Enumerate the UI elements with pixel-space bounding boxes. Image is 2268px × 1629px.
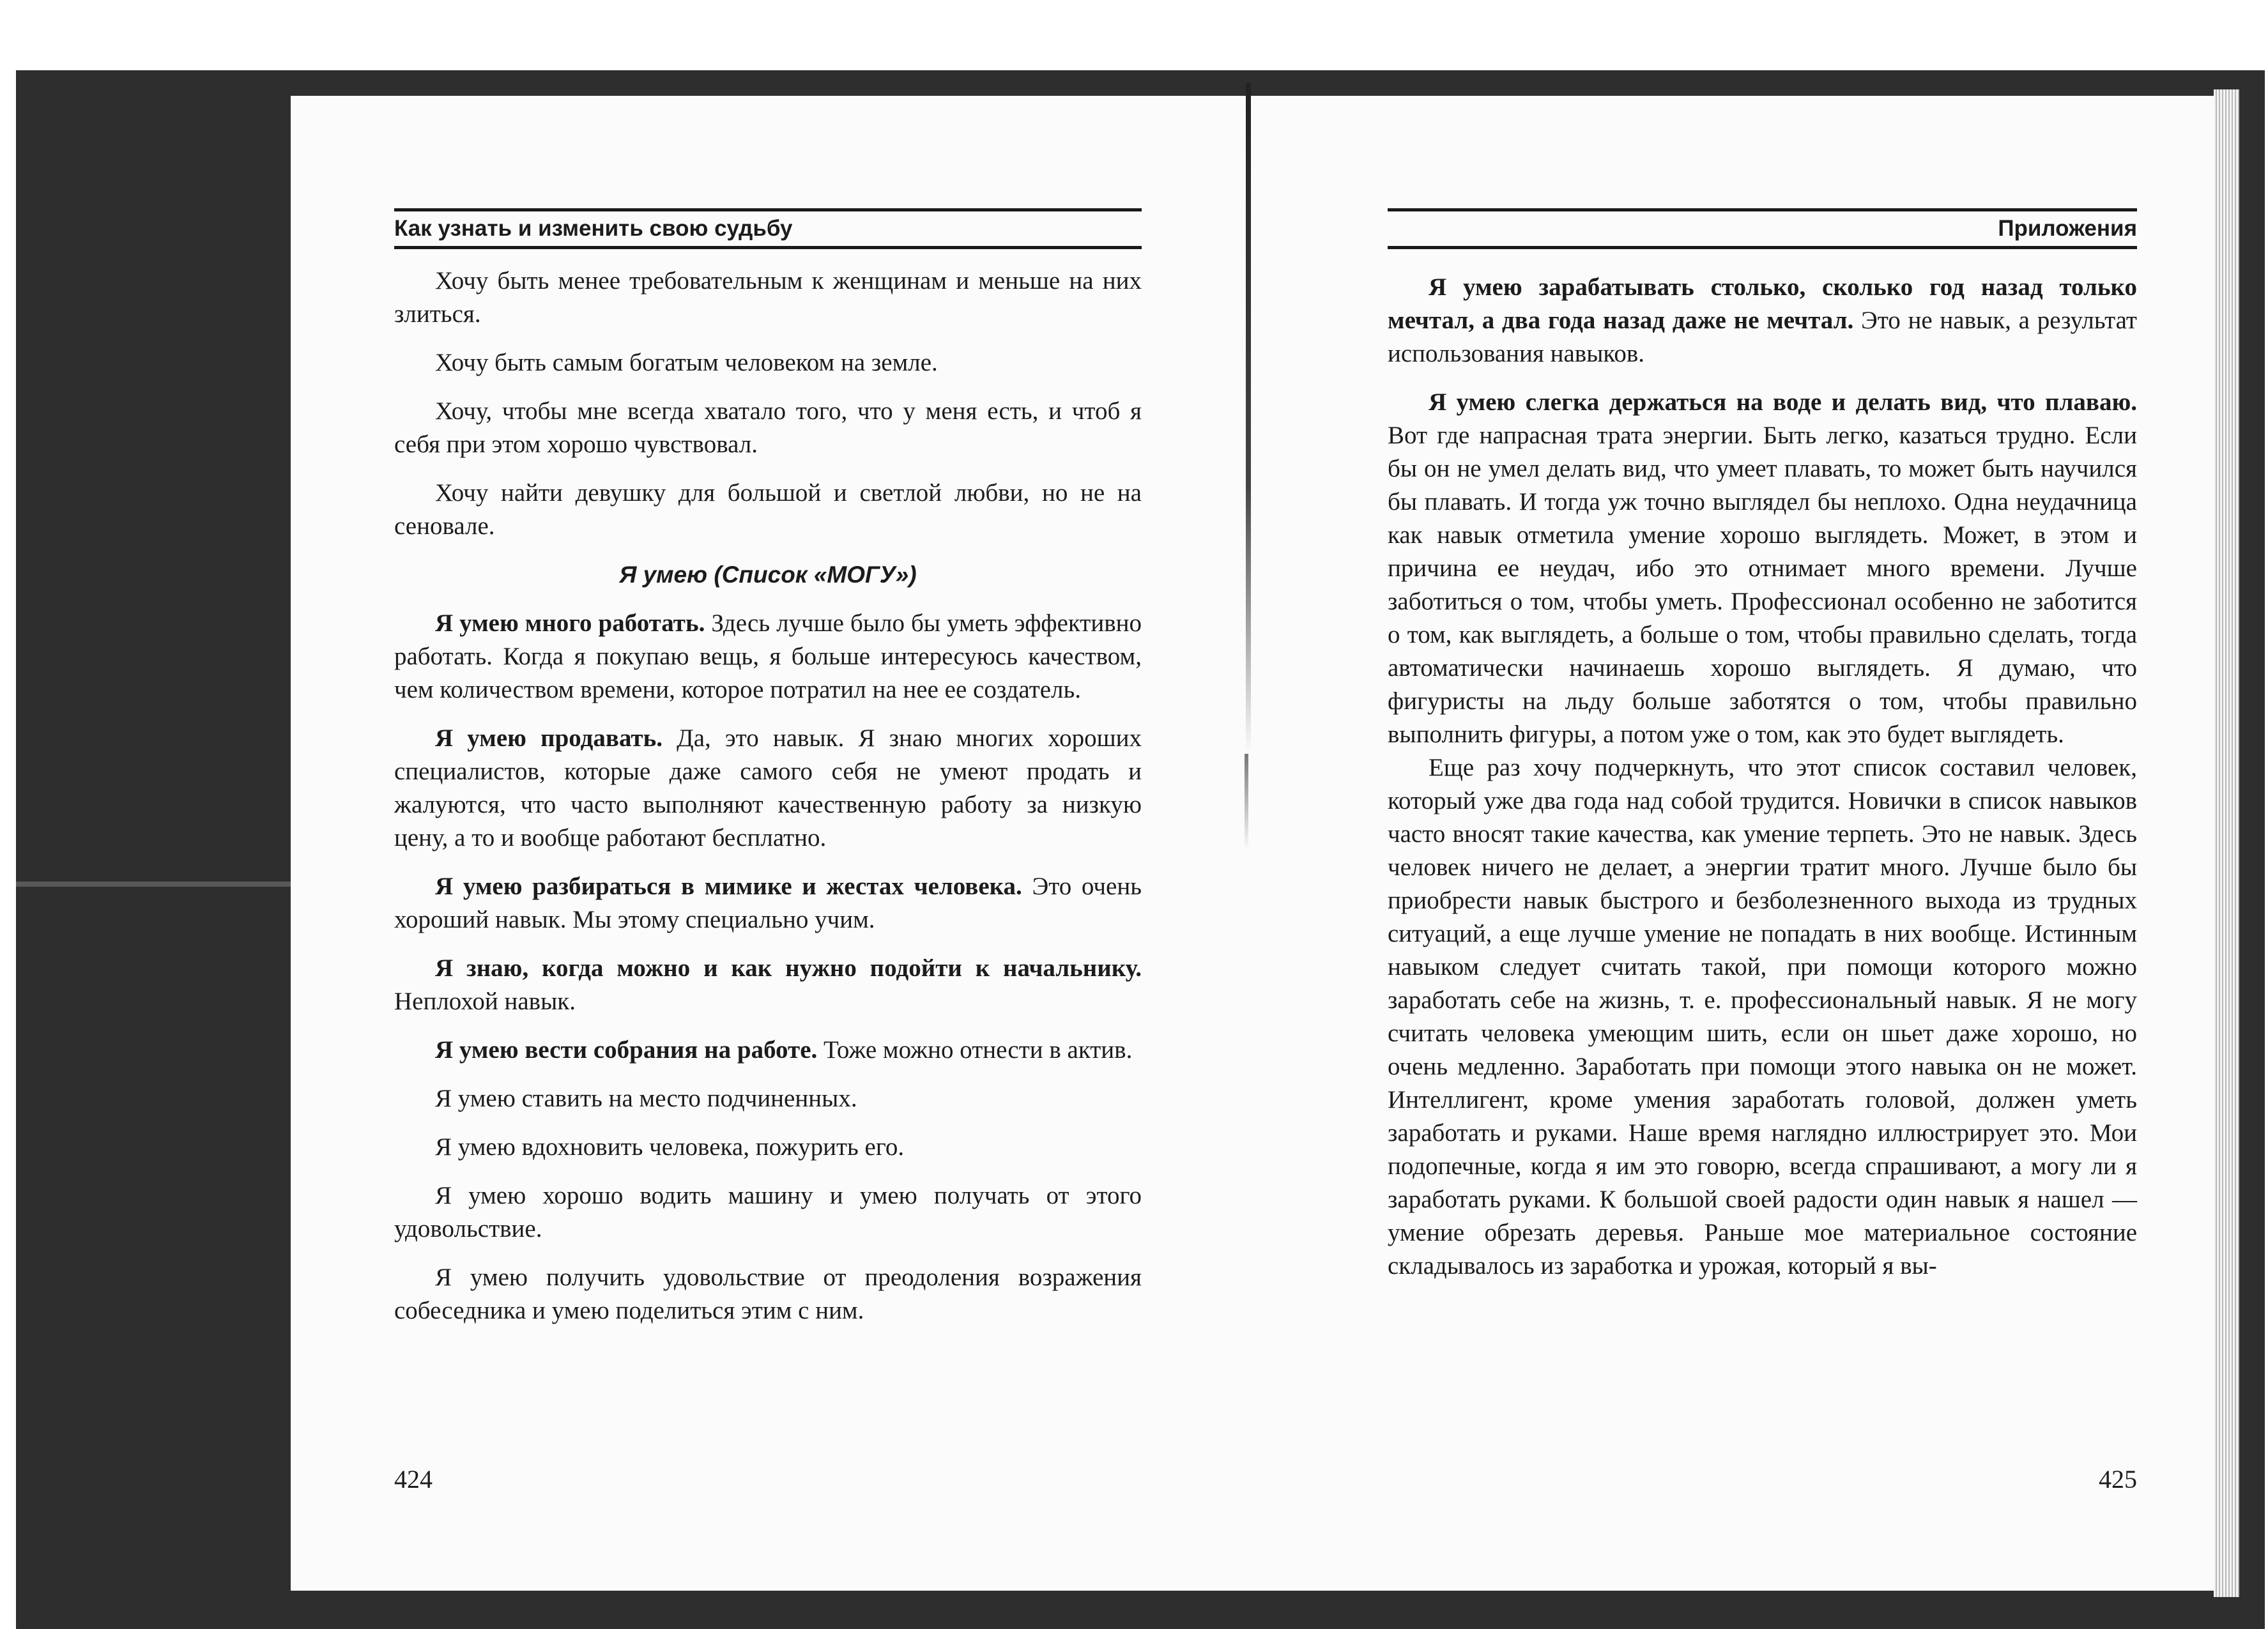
right-paragraph [1388,386,2137,751]
left-paragraph: Хочу быть менее требовательным к женщинам и меньше на них злиться. [394,267,1142,328]
skill-text: Это очень хороший навык. Мы этому специально учим. [394,873,1142,933]
skill-lead: Я умею слегка держаться на воде и делать вид, что плаваю. [1429,388,2137,416]
skill-lead: Я умею зарабатывать столько, сколько год назад только мечтал, а два года назад даже не мечтал. [1388,273,2137,334]
paragraph-text: Вот где напрасная трата энергии. Быть легко, казаться трудно. Если бы он не умел делать вид, что умеет плавать, то может быть научился бы плавать. И тогда уж точно выглядел бы неплохо. Одна неудачница как навык отметила умение хорошо выглядеть. Может, в этом и причина ее неудач, ибо это отнимает много времени. Лучше заботиться о том, чтобы уметь. Профессионал особенно не заботится о том, как выглядеть, а больше о том, чтобы правильно сделать, тогда автоматически начинаешь хорошо выглядеть. Я думаю, что фигуристы на льду больше заботятся о том, чтобы правильно выполнить фигуры, а потом уже о том, как это будет выглядеть. [1388,422,2137,748]
skill-paragraph [394,870,1142,937]
section-heading: Я умею (Список «МОГУ») [619,562,917,588]
left-paragraph: Хочу быть самым богатым человеком на земле. [435,349,938,376]
skill-lead: Я знаю, когда можно и как нужно подойти к начальнику. [435,954,1142,982]
skill-text: Я умею ставить на место подчиненных. [435,1085,857,1112]
skill-text: Здесь лучше было бы уметь эффективно работать. Когда я покупаю вещь, я больше интересуюсь качеством, чем количеством времени, которое потратил на нее ее создатель. [394,609,1142,703]
paragraph-text: Еще раз хочу подчеркнуть, что этот список составил человек, который уже два года над собой трудится. Новички в список навыков часто вносят такие качества, как умение терпеть. Это не навык. Здесь человек ничего не делает, а энергии тратит много. Лучше было бы приобрести навык быстрого и безболезненного выхода из трудных ситуаций, а еще лучше умение не попадать в них вообще. Истинным навыком следует считать такой, при помощи которого можно заработать себе на жизнь, т. е. профессиональный навык. Я не могу считать человека умеющим шить, если он шьет даже хорошо, но очень медленно. Заработать при помощи этого навыка он не может. Интеллигент, кроме умения заработать головой, должен уметь заработать и руками. Наше время наглядно иллюстрирует это. Мои подопечные, когда я им это говорю, всегда спрашивают, а могу ли я заработать руками. К большой своей радости один навык я нашел — умение обрезать деревья. Раньше мое материальное состояние складывалось из заработка и урожая, который я вы- [1388,754,2137,1280]
page-number-right: 425 [2099,1465,2137,1494]
skill-lead: Я умею разбираться в мимике и жестах человека. [435,873,1022,900]
page-number-left: 424 [394,1465,433,1494]
skill-paragraph [394,952,1142,1018]
skill-paragraph [394,1082,1142,1115]
book-gutter [1246,83,1251,754]
skill-text: Я умею хорошо водить машину и умею получать от этого удовольствие. [394,1182,1142,1243]
paragraph-text: Это не навык, а результат использования навыков. [1388,307,2137,367]
skill-paragraph [394,1179,1142,1246]
book-gutter-shadow [1245,754,1248,850]
skill-paragraph [394,722,1142,855]
skill-paragraph [394,1261,1142,1327]
right-paragraph [1388,751,2137,1283]
left-running-head: Как узнать и изменить свою судьбу [394,208,1142,249]
right-paragraph [1388,271,2137,371]
skill-paragraph [394,1034,1142,1067]
left-paragraph: Хочу, чтобы мне всегда хватало того, что у меня есть, и чтоб я себя при этом хорошо чувствовал. [394,397,1142,458]
skill-lead: Я умею вести собрания на работе. [435,1036,818,1064]
skill-text: Я умею вдохновить человека, пожурить его. [435,1133,905,1161]
right-body [1388,271,2137,1283]
page-edges [2214,89,2239,1597]
skill-text: Неплохой навык. [394,988,576,1015]
skill-lead: Я умею много работать. [435,609,705,637]
right-running-head: Приложения [1388,208,2137,249]
skill-text: Да, это навык. Я знаю многих хороших специалистов, которые даже самого себя не умеют продать и жалуются, что часто выполняют качественную работу за низкую цену, а то и вообще работают бесплатно. [394,724,1142,852]
left-paragraph: Хочу найти девушку для большой и светлой любви, но не на сеновале. [394,479,1142,540]
skill-paragraph [394,607,1142,707]
skill-lead: Я умею продавать. [435,724,663,752]
skill-text: Тоже можно отнести в актив. [817,1036,1133,1064]
skill-text: Я умею получить удовольствие от преодоления возражения собеседника и умею поделиться этим с ним. [394,1264,1142,1324]
left-body [394,264,1142,1343]
skill-paragraph [394,1131,1142,1164]
